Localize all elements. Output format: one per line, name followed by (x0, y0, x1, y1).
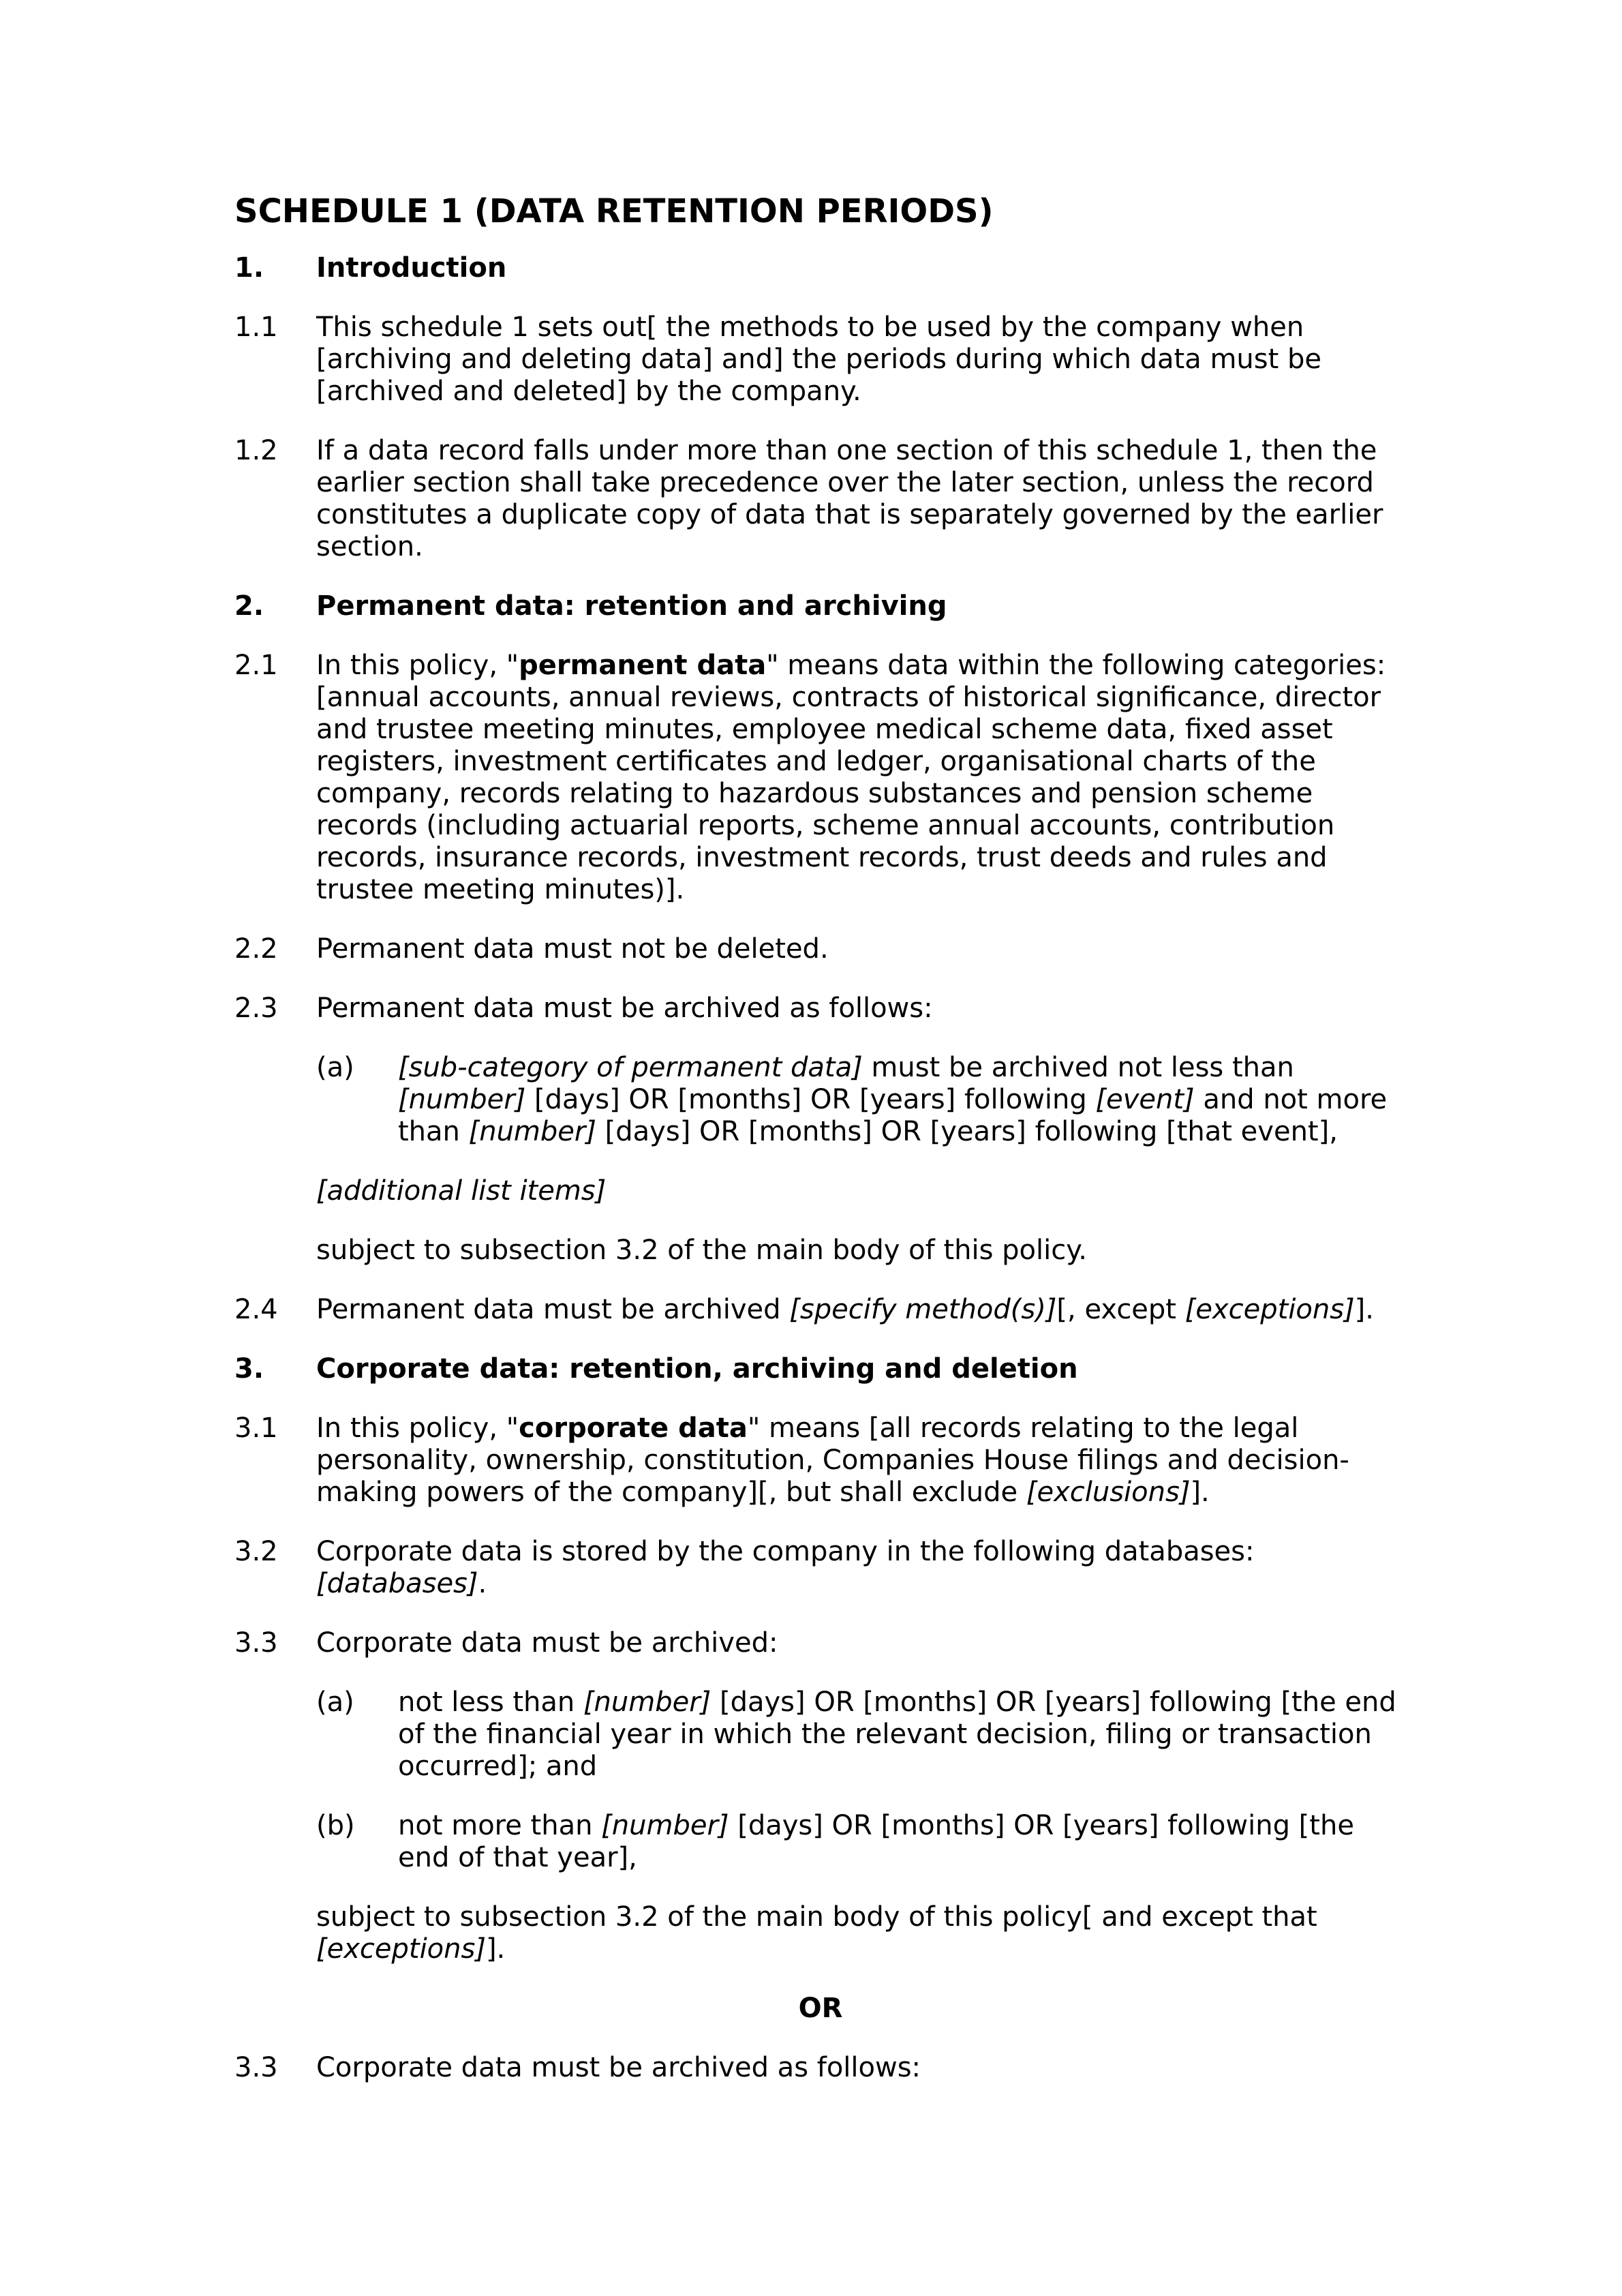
clause-3-3-a (316, 1687, 1407, 1783)
clause-2-1 (234, 650, 1407, 906)
text-run: In this policy, " (316, 1413, 519, 1444)
text-run: [days] OR [months] OR [years] following [the end of the financial year in which the relevant decision, filing or transaction occurred]; and (398, 1687, 1396, 1782)
text-run: ]. (1190, 1477, 1210, 1508)
clause-2-4 (234, 1294, 1407, 1326)
text-run: . (478, 1568, 487, 1599)
text-run: subject to subsection 3.2 of the main body of this policy[ and except that (316, 1901, 1317, 1933)
clause-text: This schedule 1 sets out[ the methods to be used by the company when [archiving and deleting data] and] the periods during which data must be [archived and deleted] by the company. (316, 312, 1322, 407)
section-title: Corporate data: retention, archiving and deletion (316, 1353, 1078, 1385)
placeholder-text: [number] (398, 1084, 526, 1115)
clause-text: Corporate data must be archived: (316, 1627, 778, 1659)
subject-to-text (316, 1901, 1407, 1965)
clause-text: Permanent data must be archived as follows: (316, 993, 933, 1024)
clause-3-2 (234, 1536, 1407, 1600)
text-run: [, except (1056, 1294, 1185, 1325)
clause-2-3-a (316, 1052, 1407, 1148)
section-3-heading (234, 1353, 1407, 1385)
clause-text (316, 1413, 1407, 1509)
text-run: must be archived not less than (862, 1052, 1294, 1083)
placeholder-text: [exceptions] (1184, 1294, 1355, 1325)
placeholder-text: [number] (468, 1116, 596, 1147)
placeholder-text: [exclusions] (1026, 1477, 1191, 1508)
clause-number: 2.1 (234, 650, 278, 681)
placeholder-text: [number] (583, 1687, 711, 1718)
section-1-heading (234, 252, 1407, 284)
text-run: ]. (485, 1933, 506, 1965)
placeholder-text: [specify method(s)] (789, 1294, 1057, 1325)
text-run: and not more than (398, 1084, 1388, 1147)
section-2-heading (234, 590, 1407, 622)
placeholder-text: [exceptions] (316, 1933, 486, 1965)
document-body (234, 191, 1407, 2111)
clause-1-1 (234, 312, 1407, 408)
section-number: 2. (234, 590, 264, 622)
placeholder-text: [additional list items] (316, 1175, 607, 1207)
clause-number: 2.2 (234, 933, 278, 965)
text-run: ]. (1354, 1294, 1374, 1325)
text-run: [days] OR [months] OR [years] following [the end of that year], (398, 1810, 1354, 1873)
list-item-text (398, 1687, 1407, 1783)
placeholder-text: [event] (1095, 1084, 1195, 1115)
section-number: 3. (234, 1353, 264, 1385)
clause-text: If a data record falls under more than one section of this schedule 1, then the earlier section shall take precedence over the later section, unless the record constitutes a duplicate copy of data that is separately governed by the earlier section. (316, 435, 1383, 562)
clause-text (316, 1294, 1407, 1326)
list-item-text (398, 1810, 1407, 1874)
text-run: " means [all records relating to the legal personality, ownership, constitution, Companies House filings and decision-making powers of the company][, but shall exclude (316, 1413, 1349, 1508)
clause-number: 3.3 (234, 2052, 278, 2083)
clause-text: Corporate data must be archived as follows: (316, 2052, 921, 2083)
list-marker: (a) (316, 1687, 354, 1718)
placeholder-text: [number] (601, 1810, 729, 1841)
text-run: " means data within the following categories: [annual accounts, annual reviews, contracts of historical significance, director and trustee meeting minutes, employee medical scheme data, fixed asset registers, investment certificates and ledger, organisational charts of the company, records relating to hazardous substances and pension scheme records (including actuarial reports, scheme annual accounts, contribution records, insurance records, investment records, trust deeds and rules and trustee meeting minutes)]. (316, 650, 1386, 905)
list-marker: (a) (316, 1052, 354, 1083)
placeholder-text: [databases] (316, 1568, 478, 1599)
clause-2-3 (234, 993, 1407, 1025)
subject-to-text: subject to subsection 3.2 of the main body of this policy. (316, 1235, 1087, 1266)
clause-number: 1.2 (234, 435, 278, 466)
section-title: Permanent data: retention and archiving (316, 590, 947, 622)
text-run: In this policy, " (316, 650, 519, 681)
placeholder-text: [sub-category of permanent data] (398, 1052, 863, 1083)
text-run: Permanent data must be archived (316, 1294, 790, 1325)
clause-text (316, 650, 1407, 906)
clause-number: 3.3 (234, 1627, 278, 1659)
clause-number: 3.1 (234, 1413, 278, 1444)
defined-term: corporate data (519, 1413, 748, 1444)
list-marker: (b) (316, 1810, 355, 1841)
defined-term: permanent data (519, 650, 767, 681)
clause-3-3-alt (234, 2052, 1407, 2084)
clause-3-1 (234, 1413, 1407, 1509)
clause-number: 3.2 (234, 1536, 278, 1567)
clause-number: 2.3 (234, 993, 278, 1024)
clause-1-2 (234, 435, 1407, 563)
section-title: Introduction (316, 252, 507, 284)
text-run: not more than (398, 1810, 602, 1841)
clause-2-2 (234, 933, 1407, 965)
text-run: not less than (398, 1687, 583, 1718)
clause-number: 2.4 (234, 1294, 278, 1325)
clause-text (316, 1536, 1407, 1600)
or-separator: OR (798, 1993, 843, 2024)
text-run: [days] OR [months] OR [years] following [that event], (596, 1116, 1338, 1147)
clause-3-3 (234, 1627, 1407, 1659)
additional-list-items (316, 1175, 1407, 1207)
text-run: [days] OR [months] OR [years] following (525, 1084, 1096, 1115)
section-number: 1. (234, 252, 264, 284)
clause-text: Permanent data must not be deleted. (316, 933, 829, 965)
text-run: Corporate data is stored by the company in the following databases: (316, 1536, 1255, 1567)
schedule-title: SCHEDULE 1 (DATA RETENTION PERIODS) (234, 192, 994, 230)
clause-3-3-b (316, 1810, 1407, 1874)
clause-number: 1.1 (234, 312, 278, 343)
list-item-text (398, 1052, 1407, 1148)
